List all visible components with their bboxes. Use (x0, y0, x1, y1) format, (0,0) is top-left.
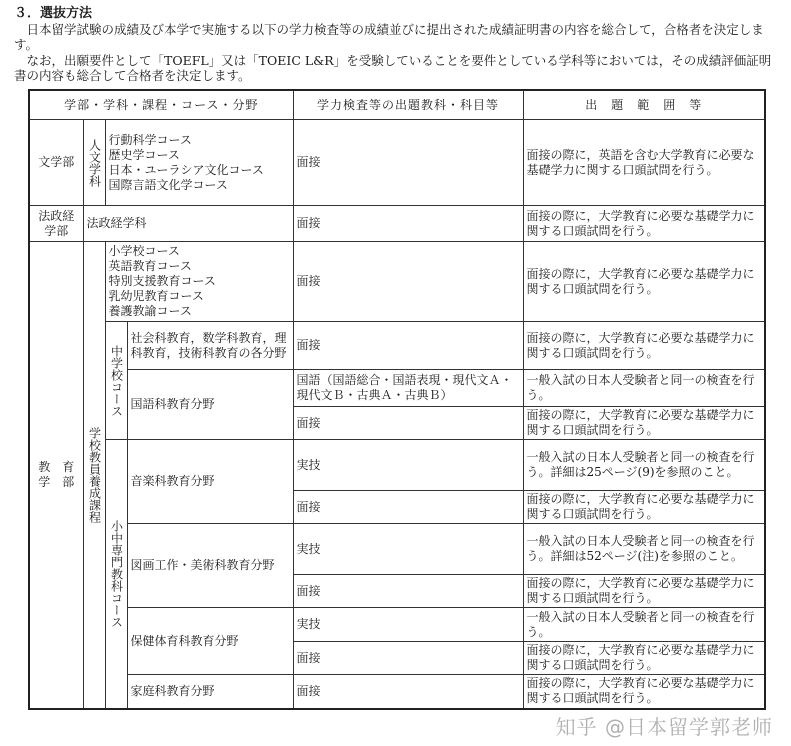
intro-paragraph-1: 日本留学試験の成績及び本学で実施する以下の学力検査等の成績並びに提出された成績証明書の内容を総合して，合格者を決定します。 (14, 21, 764, 52)
subject-cell: 面接 (293, 407, 523, 440)
range-cell: 面接の際に，大学教育に必要な基礎学力に関する口頭試問を行う。 (523, 206, 765, 242)
range-cell: 面接の際に，大学教育に必要な基礎学力に関する口頭試問を行う。 (523, 407, 765, 440)
selection-method-table (28, 89, 766, 710)
range-cell: 一般入試の日本人受験者と同一の検査を行う。 (523, 608, 765, 642)
subject-cell: 面接 (293, 120, 523, 206)
intro-section (14, 6, 780, 84)
header-range: 出 題 範 囲 等 (523, 90, 765, 120)
table-row (29, 608, 765, 642)
range-cell: 一般入試の日本人受験者と同一の検査を行う。詳細は25ページ(9)を参照のこと。 (523, 440, 765, 491)
range-cell: 面接の際に，英語を含む大学教育に必要な基礎学力に関する口頭試問を行う。 (523, 120, 765, 206)
header-subject: 学力検査等の出題教科・科目等 (293, 90, 523, 120)
watermark: 知乎 @日本留学郭老师 (555, 715, 773, 739)
table-row (29, 524, 765, 575)
dept-hosei: 法政経学科 (83, 206, 293, 242)
table-header-row (29, 90, 765, 120)
range-cell: 一般入試の日本人受験者と同一の検査を行う。詳細は52ページ(注)を参照のこと。 (523, 524, 765, 575)
field-kokugo: 国語科教育分野 (127, 370, 293, 440)
course-senmon: 小中専門教科コース (105, 440, 127, 709)
courses-elementary: 小学校コース 英語教育コース 特別支援教育コース 乳幼児教育コース 養護教諭コース (105, 242, 293, 322)
faculty-bungaku: 文学部 (29, 120, 83, 206)
table-row (29, 322, 765, 370)
range-cell: 面接の際に，大学教育に必要な基礎学力に関する口頭試問を行う。 (523, 491, 765, 524)
table-row (29, 440, 765, 491)
field-home: 家庭科教育分野 (127, 675, 293, 709)
table-row (29, 370, 765, 407)
faculty-hosei: 法政経学部 (29, 206, 83, 242)
range-cell: 面接の際に，大学教育に必要な基礎学力に関する口頭試問を行う。 (523, 642, 765, 675)
faculty-kyoiku: 教 育 学 部 (29, 242, 83, 709)
field-general: 社会科教育，数学科教育，理科教育，技術科教育の各分野 (127, 322, 293, 370)
subject-cell: 面接 (293, 491, 523, 524)
subject-cell: 面接 (293, 242, 523, 322)
subject-cell: 国語（国語総合・国語表現・現代文Ａ・現代文Ｂ・古典Ａ・古典Ｂ） (293, 370, 523, 407)
subject-cell: 面接 (293, 322, 523, 370)
range-cell: 面接の際に，大学教育に必要な基礎学力に関する口頭試問を行う。 (523, 242, 765, 322)
table-row (29, 675, 765, 709)
courses-bungaku: 行動科学コース 歴史学コース 日本・ユーラシア文化コース 国際言語文化学コース (105, 120, 293, 206)
table-row (29, 206, 765, 242)
subject-cell: 実技 (293, 608, 523, 642)
table-row (29, 120, 765, 206)
program-kyoin: 学校教員養成課程 (83, 242, 105, 709)
subject-cell: 面接 (293, 206, 523, 242)
range-cell: 面接の際に，大学教育に必要な基礎学力に関する口頭試問を行う。 (523, 575, 765, 608)
range-cell: 一般入試の日本人受験者と同一の検査を行う。 (523, 370, 765, 407)
subject-cell: 面接 (293, 675, 523, 709)
header-faculty: 学部・学科・課程・コース・分野 (29, 90, 293, 120)
field-pe: 保健体育科教育分野 (127, 608, 293, 675)
subject-cell: 面接 (293, 642, 523, 675)
field-art: 図画工作・美術科教育分野 (127, 524, 293, 608)
intro-paragraph-2: なお，出願要件として「TOEFL」又は「TOEIC L&R」を受験していることを要件としている学科等においては，その成績評価証明書の内容も総合して合格者を決定します。 (14, 52, 772, 83)
subject-cell: 面接 (293, 575, 523, 608)
table-row (29, 242, 765, 322)
course-junior-high: 中学校コース (105, 322, 127, 440)
subject-cell: 実技 (293, 440, 523, 491)
field-music: 音楽科教育分野 (127, 440, 293, 524)
dept-jinbun: 人文学科 (83, 120, 105, 206)
subject-cell: 実技 (293, 524, 523, 575)
range-cell: 面接の際に，大学教育に必要な基礎学力に関する口頭試問を行う。 (523, 322, 765, 370)
section-heading: ３．選抜方法 (14, 6, 93, 21)
range-cell: 面接の際に，大学教育に必要な基礎学力に関する口頭試問を行う。 (523, 675, 765, 709)
